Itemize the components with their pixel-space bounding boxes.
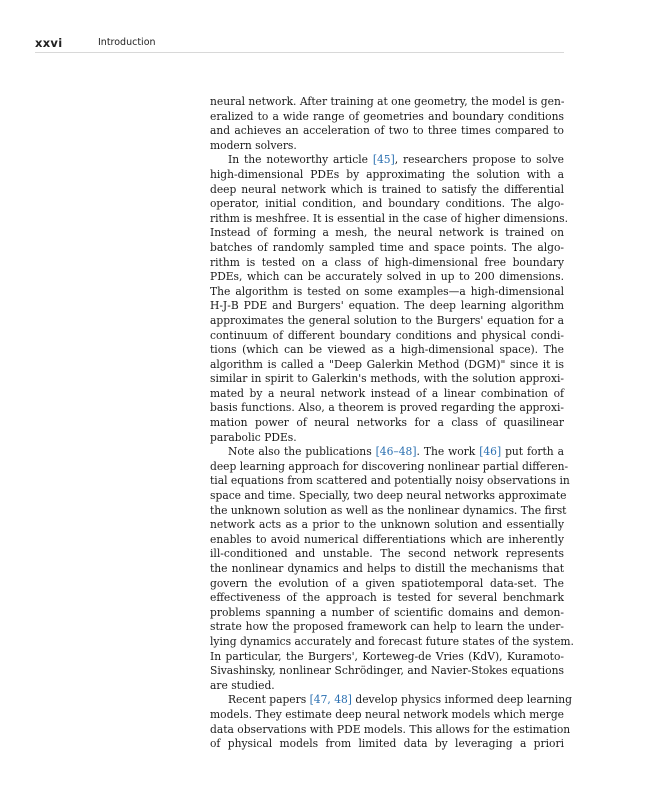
text-segment: space and time. Specially, two deep neural networks approximate (210, 489, 567, 503)
text-line (210, 693, 573, 708)
text-segment: continuum of different boundary conditions and physical condi- (210, 328, 564, 342)
text-line (210, 183, 564, 198)
text-line (210, 329, 564, 344)
text-segment: neural network. After training at one geometry, the model is gen- (210, 95, 565, 108)
text-line (210, 372, 564, 387)
text-line (210, 634, 574, 650)
text-segment: approximates the general solution to the Burgers' equation for a (210, 313, 564, 327)
text-segment: high-dimensional PDEs by approximating the solution with a (210, 167, 564, 181)
text-line (210, 139, 564, 154)
text-segment: put forth a (501, 445, 564, 459)
text-segment: In the noteworthy article (228, 153, 373, 167)
text-segment: mated by a neural network instead of a linear combination of (210, 386, 564, 400)
text-line (210, 153, 564, 168)
text-segment: effectiveness of the approach is tested for several benchmark (210, 591, 564, 605)
text-segment: problems spanning a number of scientific domains and demon- (210, 605, 564, 619)
text-segment: models. They estimate deep neural network models which merge (210, 707, 564, 721)
text-line (210, 533, 564, 548)
text-segment: the nonlinear dynamics and helps to distill the mechanisms that (210, 562, 564, 575)
citation-link[interactable]: [47, 48] (309, 693, 352, 707)
text-segment: operator, initial condition, and boundary conditions. The algo- (210, 197, 564, 211)
text-segment: parabolic PDEs. (210, 430, 297, 444)
text-line (210, 679, 564, 694)
text-segment: In particular, the Burgers', Korteweg-de Vries (KdV), Kuramoto- (210, 649, 564, 663)
text-segment: basis functions. Also, a theorem is proved regarding the approxi- (210, 401, 564, 415)
text-line (210, 518, 564, 533)
text-line (210, 708, 564, 723)
text-line (210, 270, 564, 285)
text-line (210, 650, 564, 665)
running-header (35, 36, 564, 53)
text-segment: H-J-B PDE and Burgers' equation. The deep learning algorithm (210, 299, 564, 313)
text-segment: Instead of forming a mesh, the neural network is trained on (210, 226, 564, 240)
text-line (210, 401, 564, 416)
text-line (210, 168, 564, 183)
text-line (210, 606, 564, 621)
text-line (210, 124, 564, 139)
text-line (210, 445, 564, 460)
running-head-title: Introduction (98, 37, 156, 48)
text-segment: Note also the publications (228, 445, 376, 459)
text-line (210, 459, 569, 475)
text-line (210, 95, 564, 110)
text-line (210, 197, 564, 212)
text-line (210, 358, 564, 373)
text-segment: . The work (416, 445, 480, 459)
text-line (210, 664, 564, 679)
text-segment: ill-conditioned and unstable. The second network represents (210, 547, 564, 561)
text-line (210, 474, 570, 489)
text-segment: , researchers propose to solve (394, 153, 564, 167)
text-line (210, 343, 564, 358)
text-line (210, 299, 564, 314)
text-line (210, 431, 564, 446)
text-line (210, 211, 568, 227)
text-segment: Recent papers (228, 693, 310, 707)
text-line (210, 577, 564, 592)
text-segment: lying dynamics accurately and forecast future states of the system. (210, 634, 574, 648)
text-line (210, 416, 564, 431)
text-segment: modern solvers. (210, 138, 297, 152)
text-line (210, 547, 564, 562)
text-line (210, 489, 567, 504)
body-text (210, 95, 574, 752)
citation-link[interactable]: [46–48] (375, 445, 417, 459)
text-segment: Sivashinsky, nonlinear Schrödinger, and Navier-Stokes equations (210, 664, 564, 678)
text-segment: PDEs, which can be accurately solved in up to 200 dimensions. (210, 270, 564, 284)
text-segment: tial equations from scattered and potentially noisy observations in (210, 474, 570, 488)
text-segment: and achieves an acceleration of two to three times compared to (210, 124, 564, 138)
text-line (210, 387, 564, 402)
text-line (210, 591, 564, 606)
text-segment: deep neural network which is trained to satisfy the differential (210, 182, 564, 196)
text-segment: strate how the proposed framework can help to learn the under- (210, 620, 564, 634)
text-segment: are studied. (210, 678, 275, 692)
text-line (210, 562, 564, 577)
text-line (210, 314, 564, 329)
text-line (210, 285, 564, 300)
citation-link[interactable]: [45] (372, 153, 395, 167)
text-segment: of physical models from limited data by leveraging a priori (210, 737, 564, 751)
text-segment: tions (which can be viewed as a high-dimensional space). The (210, 343, 564, 357)
text-segment: deep learning approach for discovering nonlinear partial differen- (210, 459, 569, 473)
text-line (210, 241, 564, 256)
text-segment: govern the evolution of a given spatiotemporal data-set. The (210, 576, 564, 590)
text-segment: eralized to a wide range of geometries and boundary conditions (210, 109, 564, 123)
text-line (210, 226, 564, 241)
text-segment: algorithm is called a "Deep Galerkin Method (DGM)" since it is (210, 357, 564, 371)
text-line (210, 737, 564, 752)
text-line (210, 256, 564, 271)
citation-link[interactable]: [46] (479, 445, 502, 459)
text-segment: data observations with PDE models. This allows for the estimation (210, 722, 571, 736)
text-segment: batches of randomly sampled time and space points. The algo- (210, 240, 564, 254)
text-segment: The algorithm is tested on some examples—a high-dimensional (210, 284, 564, 298)
text-segment: the unknown solution as well as the nonlinear dynamics. The first (210, 503, 567, 517)
text-line (210, 110, 564, 125)
text-line (210, 722, 571, 738)
text-segment: network acts as a prior to the unknown solution and essentially (210, 518, 564, 532)
text-segment: similar in spirit to Galerkin's methods, with the solution approxi- (210, 372, 564, 386)
text-line (210, 503, 567, 519)
text-segment: rithm is tested on a class of high-dimensional free boundary (210, 255, 564, 269)
text-segment: enables to avoid numerical differentiations which are inherently (210, 532, 564, 546)
text-segment: mation power of neural networks for a class of quasilinear (210, 416, 564, 430)
page-number: xxvi (35, 36, 63, 50)
text-line (210, 620, 564, 635)
text-segment: rithm is meshfree. It is essential in the case of higher dimensions. (210, 211, 568, 225)
text-segment: develop physics informed deep learning (351, 693, 573, 707)
